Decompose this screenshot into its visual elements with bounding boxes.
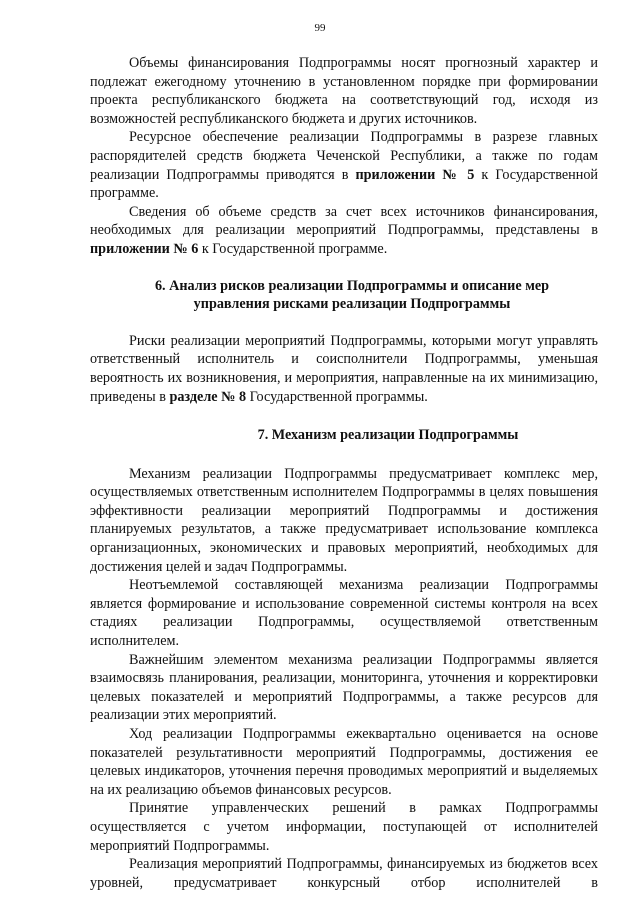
paragraph-quarterly-assessment: Ход реализации Подпрограммы ежеквартально оценивается на основе показателей результативности мероприятий Подпрограммы, достижения ее целевых индикаторов, уточнения перечня проводимых мероприятий и выделяемых на их реализацию объемов финансовых ресурсов. (90, 726, 598, 798)
text-span: Ресурсное обеспечение реализации Подпрограммы в разрезе главных распорядителей средств бюджета Чеченской Республики, а также по годам реализации Подпрограммы приводятся в (90, 129, 598, 183)
text-span: Государственной программы. (246, 388, 428, 405)
section-6-heading-line-1: 6. Анализ рисков реализации Подпрограммы и описание мер (154, 277, 550, 294)
page-number: 99 (314, 22, 326, 34)
text-span: к Государственной программе. (90, 166, 598, 202)
text-span: Риски реализации мероприятий Подпрограммы, которыми могут управлять ответственный исполнитель и соисполнители Подпрограммы, уменьшая вероятность их возникновения, и мероприятия, направленные на их минимизацию, приведены в (90, 332, 598, 405)
paragraph-mechanism: Механизм реализации Подпрограммы предусматривает комплекс мер, осуществляемых ответственным исполнителем Подпрограммы в целях повышения эффективности реализации мероприятий Подпрограммы и достижения планируемых результатов, а также предусматривает использование комплекса организационных, экономических и правовых мероприятий, необходимых для достижения целей и задач Подпрограммы. (90, 465, 598, 575)
text-span: Сведения об объеме средств за счет всех источников финансирования, необходимых для реализации мероприятий Подпрограммы, представлены в (90, 203, 598, 239)
paragraph-funding-info (90, 203, 598, 259)
paragraph-implementation-funding: Реализация мероприятий Подпрограммы, финансируемых из бюджетов всех уровней, предусматривает конкурсный отбор исполнителей в (90, 856, 598, 891)
paragraph-financing-forecast: Объемы финансирования Подпрограммы носят прогнозный характер и подлежат ежегодному уточнению в установленном порядке при формировании проекта республиканского бюджета на соответствующий год, исходя из возможностей республиканского бюджета и других источников. (90, 55, 598, 127)
appendix-6-reference: приложении № 6 (90, 240, 199, 257)
paragraph-control-system: Неотъемлемой составляющей механизма реализации Подпрограммы является формирование и использование современной системы контроля на всех стадиях реализации Подпрограммы, осуществляемой ответственным исполнителем. (90, 577, 598, 650)
section-6-heading (90, 277, 598, 314)
page-body (90, 54, 598, 892)
paragraph-resource-provision (90, 128, 598, 202)
section-6-heading-line-2: управления рисками реализации Подпрограммы (193, 296, 511, 313)
paragraph-risks (90, 332, 598, 406)
section-8-reference: разделе № 8 (169, 388, 247, 405)
paragraph-key-element: Важнейшим элементом механизма реализации Подпрограммы является взаимосвязь планирования, реализации, мониторинга, уточнения и корректировки целевых показателей и мероприятий Подпрограммы, а также ресурсов для реализации этих мероприятий. (90, 651, 598, 724)
section-7-heading: 7. Механизм реализации Подпрограммы (257, 427, 519, 444)
paragraph-management-decisions: Принятие управленческих решений в рамках Подпрограммы осуществляется с учетом информации, поступающей от исполнителей мероприятий Подпрограммы. (90, 800, 598, 854)
appendix-5-reference: приложении № 5 (355, 166, 475, 183)
text-span: к Государственной программе. (198, 240, 388, 257)
